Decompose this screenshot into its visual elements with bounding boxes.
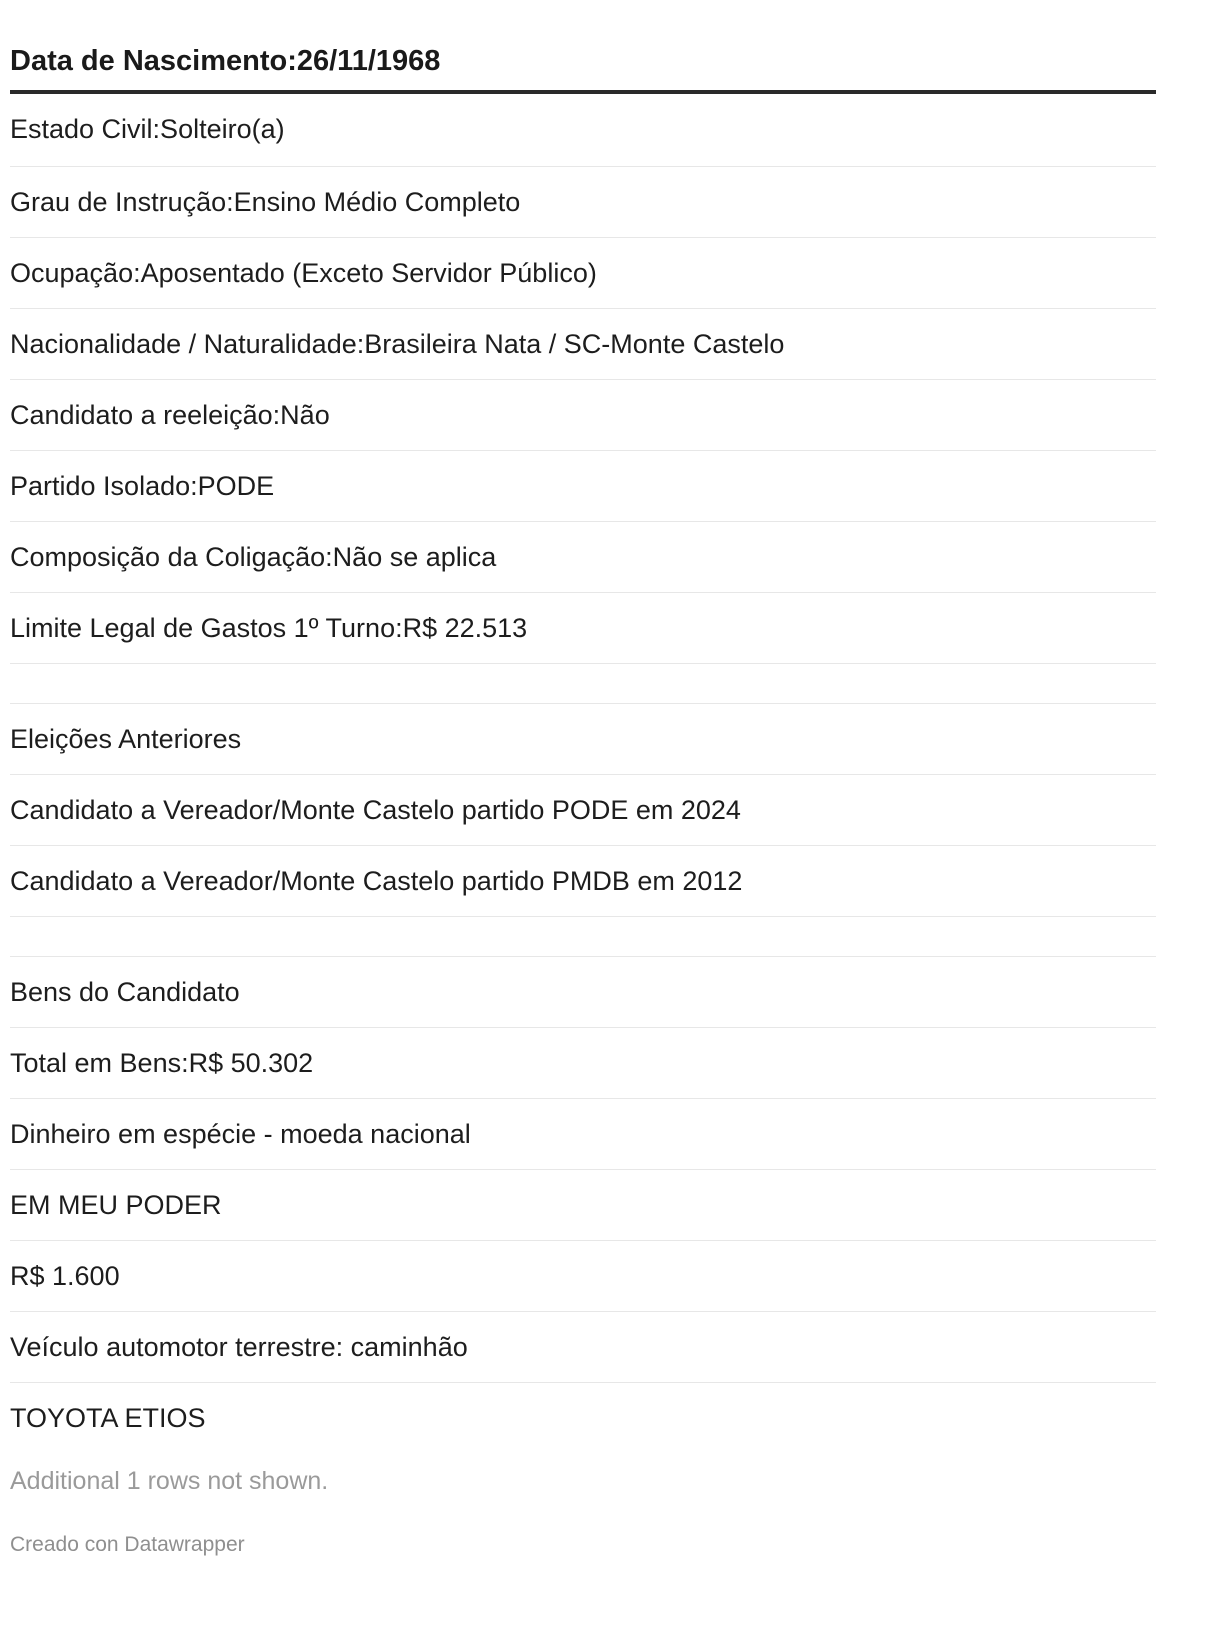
- row-text: Nacionalidade / Naturalidade:Brasileira Nata / SC-Monte Castelo: [10, 329, 785, 359]
- row-text: Candidato a reeleição:Não: [10, 400, 330, 430]
- table-row: [10, 775, 1156, 846]
- empty-row: [10, 917, 1156, 957]
- table-row: [10, 309, 1156, 380]
- row-text: Bens do Candidato: [10, 977, 240, 1007]
- row-text: Grau de Instrução:Ensino Médio Completo: [10, 187, 521, 217]
- header-label: Data de Nascimento:26/11/1968: [10, 45, 441, 77]
- row-text: Veículo automotor terrestre: caminhão: [10, 1332, 468, 1362]
- table-row: [10, 1312, 1156, 1383]
- row-text: TOYOTA ETIOS: [10, 1403, 206, 1433]
- table-row: [10, 1241, 1156, 1312]
- table-header: [10, 0, 1156, 94]
- table-row: [10, 451, 1156, 522]
- credit-footer: Creado con Datawrapper: [10, 1533, 245, 1556]
- table-row: [10, 380, 1156, 451]
- section-heading-row: [10, 704, 1156, 775]
- data-table: [10, 0, 1156, 1454]
- row-text: Estado Civil:Solteiro(a): [10, 114, 285, 144]
- empty-row: [10, 664, 1156, 704]
- table-row: [10, 522, 1156, 593]
- row-text: Ocupação:Aposentado (Exceto Servidor Público): [10, 258, 597, 288]
- row-text: Partido Isolado:PODE: [10, 471, 275, 501]
- row-text: Composição da Coligação:Não se aplica: [10, 542, 497, 572]
- table-row: [10, 1099, 1156, 1170]
- table-row: [10, 167, 1156, 238]
- table-row: [10, 238, 1156, 309]
- row-text: R$ 1.600: [10, 1261, 120, 1291]
- row-text: Candidato a Vereador/Monte Castelo partido PODE em 2024: [10, 795, 741, 825]
- section-heading-row: [10, 957, 1156, 1028]
- table-row: [10, 94, 1156, 167]
- rows-not-shown-note: Additional 1 rows not shown.: [10, 1467, 329, 1495]
- row-text: Candidato a Vereador/Monte Castelo partido PMDB em 2012: [10, 866, 743, 896]
- row-text: EM MEU PODER: [10, 1190, 222, 1220]
- row-text: Total em Bens:R$ 50.302: [10, 1048, 314, 1078]
- table-row: [10, 1383, 1156, 1454]
- table-row: [10, 593, 1156, 664]
- table-row: [10, 846, 1156, 917]
- table-row: [10, 1170, 1156, 1241]
- row-text: Dinheiro em espécie - moeda nacional: [10, 1119, 471, 1149]
- row-text: Limite Legal de Gastos 1º Turno:R$ 22.513: [10, 613, 528, 643]
- table-row: [10, 1028, 1156, 1099]
- row-text: Eleições Anteriores: [10, 724, 242, 754]
